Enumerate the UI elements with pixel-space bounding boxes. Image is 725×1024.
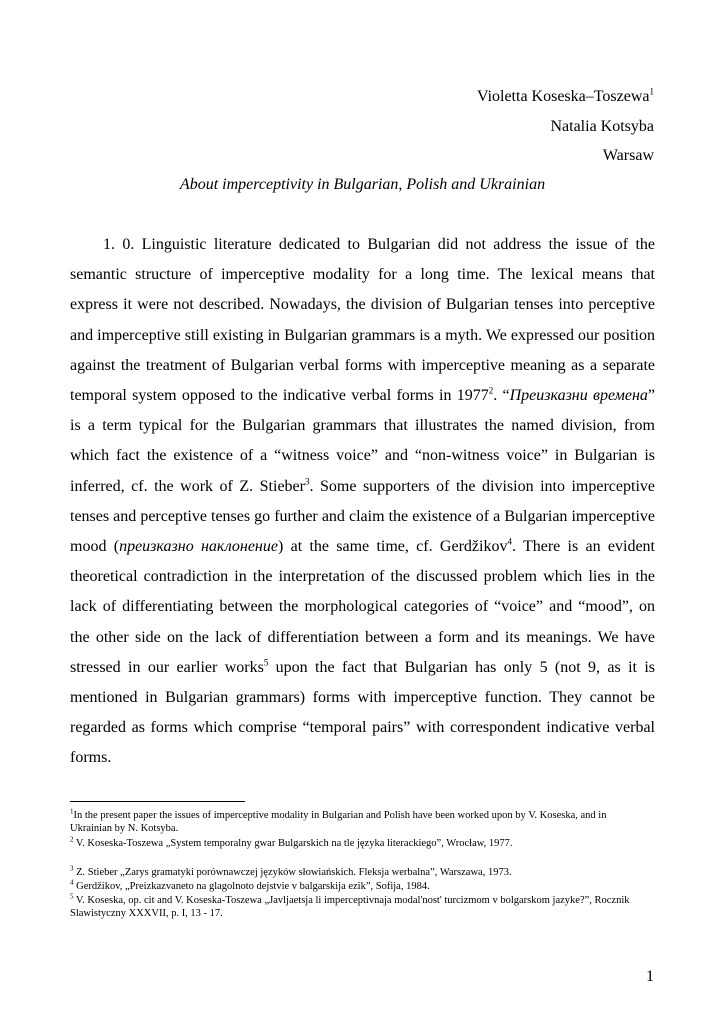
author-place: Warsaw [602, 147, 654, 164]
paragraph-1: 1. 0. Linguistic literature dedicated to Bulgarian did not address the issue of the semantic structure of imperceptive modality for a long time. The lexical means that express it were not described. Nowadays, the division of Bulgarian tenses into perceptive and imperceptive still existing in Bulgarian grammars is a myth. We expressed our position against the treatment of Bulgarian verbal forms with imperceptive meaning as a separate temporal system opposed to the indicative verbal forms in 1977$^2$. “Преизказни времена” is a term typical for the Bulgarian grammars that illustrates the named division, from which fact the existence of a “witness voice” and “non-witness voice” in Bulgarian is inferred, cf. the work of Z. Stieber$^3$. Some supporters of the division into imperceptive tenses and perceptive tenses go further and claim the existence of a Bulgarian imperceptive mood (преизказно наклонение) at the same time, cf. Gerdžikov$^4$. There is an evident theoretical contradiction in the interpretation of the discussed problem which lies in the lack of differentiating between the morphological categories of “voice” and “mood”, on the other side on the lack of differentiation between a form and its meanings. We have stressed in our earlier works$^5$ upon the fact that Bulgarian has only 5 (not 9, as it is mentioned in Bulgarian grammars) forms with imperceptive function. They cannot be regarded as forms which comprise “temporal pairs” with correspondent indicative verbal forms. [70, 236, 656, 767]
body-text [70, 230, 655, 774]
footnote-5: $^5$ V. Koseska, op. cit and V. Koseska-Toszewa „Javljaetsja li imperceptivnaja modal'nost' turcizmom v bolgarskom jazyke?”, Rocznik Slawistyczny XXXVII, p. I, 13 - 17. [70, 892, 630, 919]
footnote-marker-3: 3 [304, 476, 310, 487]
author-1: Violetta Koseska–Toszewa$^1$ [476, 86, 654, 105]
footnote-divider [70, 801, 245, 802]
footnote-1: $^1$In the present paper the issues of imperceptive modality in Bulgarian and Polish have been worked upon by V. Koseska, and in Ukrainian by N. Kotsyba. [70, 807, 607, 834]
footnote-marker-5: 5 [263, 657, 269, 668]
page-number: 1 [646, 968, 654, 985]
footnote-2: $^2$ V. Koseska-Toszewa „System temporalny gwar Bulgarskich na tle języka literackiego”, Wrocław, 1977. [70, 835, 513, 849]
footnote-marker-4: 4 [507, 536, 512, 547]
footnote-4: $^4$ Gerdžikov, „Preizkazvaneto na glagolnoto dejstvie v balgarskija ezik”, Sofija, 1984. [70, 878, 430, 892]
author-2: Natalia Kotsyba [550, 118, 654, 135]
footnote-marker-2: 2 [488, 385, 494, 396]
footnote-marker-1: 1 [649, 86, 654, 97]
footnote-3: $^3$ Z. Stieber „Zarys gramatyki porównawczej języków słowiańskich. Fleksja werbalna”, Warszawa, 1973. [70, 864, 512, 878]
paper-title: About imperceptivity in Bulgarian, Polish and Ukrainian [179, 176, 546, 193]
